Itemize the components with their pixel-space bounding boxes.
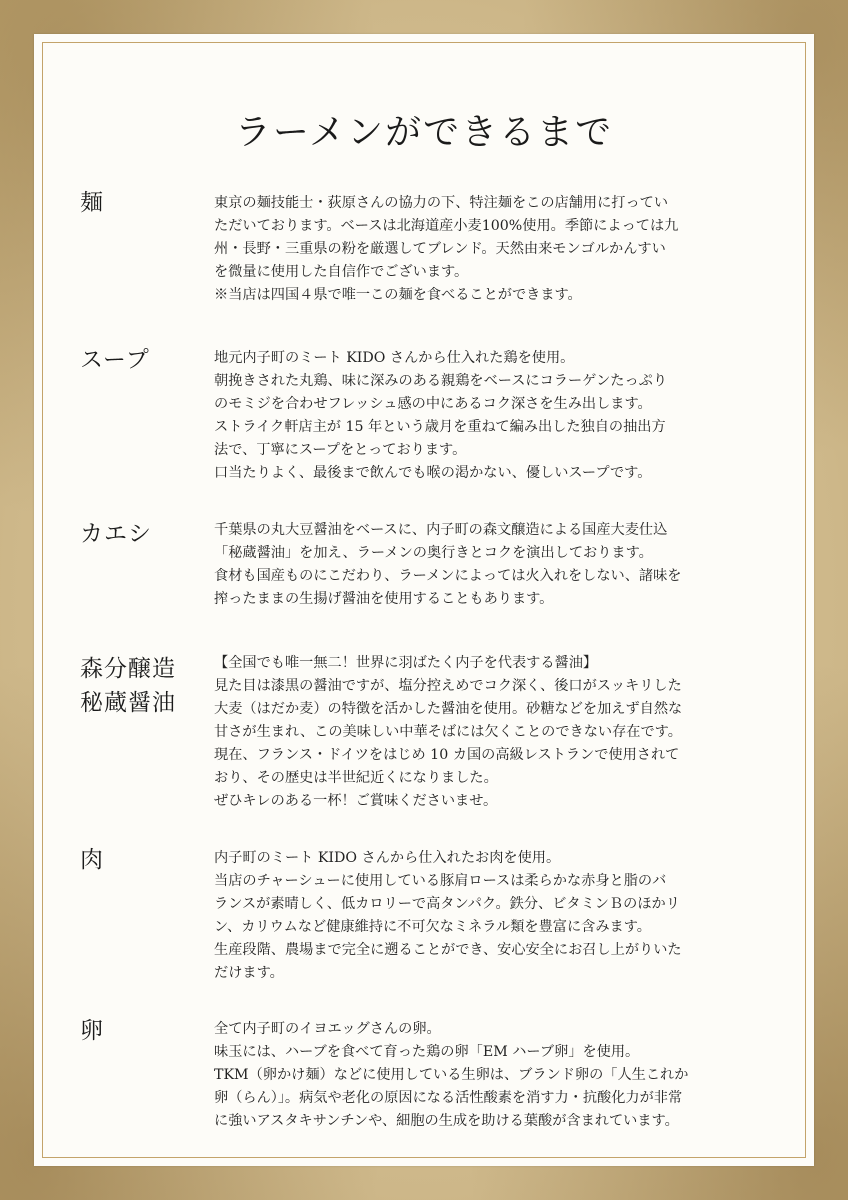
body-line: に強いアスタキサンチンや、細胞の生成を助ける葉酸が含まれています。	[214, 1113, 679, 1129]
body-line: 【全国でも唯一無二！世界に羽ばたく内子を代表する醤油】	[214, 655, 598, 671]
body-line: おり、その歴史は半世紀近くになりました。	[214, 770, 498, 786]
section-heading	[80, 343, 210, 377]
section-body	[214, 519, 770, 611]
menu-sheet	[34, 34, 814, 1166]
body-line: ぜひキレのある一杯！ご賞味くださいませ。	[214, 793, 498, 809]
body-line: 「秘蔵醤油」を加え、ラーメンの奥行きとコクを演出しております。	[214, 545, 653, 561]
section-heading	[80, 652, 210, 720]
section-body	[214, 652, 770, 813]
body-line: 東京の麺技能士・荻原さんの協力の下、特注麺をこの店舗用に打ってい	[214, 195, 669, 211]
heading-line: カエシ	[80, 521, 152, 547]
body-line: だけます。	[214, 965, 284, 981]
body-line: ただいております。ベースは北海道産小麦100%使用。季節によっては九	[214, 218, 679, 234]
heading-line: 肉	[80, 847, 104, 873]
body-line: 内子町のミート KIDO さんから仕入れたお肉を使用。	[214, 850, 561, 866]
heading-line: 秘蔵醤油	[80, 690, 176, 716]
section-body	[214, 192, 770, 307]
section-body	[214, 1018, 770, 1133]
body-line: ランスが素晴しく、低カロリーで高タンパク。鉄分、ビタミンＢのほかリ	[214, 896, 680, 912]
body-line: 大麦（はだか麦）の特徴を活かした醤油を使用。砂糖などを加えず自然な	[214, 701, 683, 717]
section-body	[214, 347, 770, 485]
page-title: ラーメンができるまで	[234, 112, 614, 153]
body-line: TKM（卵かけ麺）などに使用している生卵は、ブランド卵の「人生これか	[214, 1067, 689, 1083]
body-line: 朝挽きされた丸鶏、味に深みのある親鶏をベースにコラーゲンたっぷり	[214, 373, 668, 389]
body-line: 生産段階、農場まで完全に遡ることができ、安心安全にお召し上がりいた	[214, 942, 682, 958]
body-line: ン、カリウムなど健康維持に不可欠なミネラル類を豊富に含みます。	[214, 919, 651, 935]
body-line: 口当たりよく、最後まで飲んでも喉の渇かない、優しいスープです。	[214, 465, 652, 481]
section-heading	[80, 1014, 210, 1048]
body-line: 卵（らん）」。病気や老化の原因になる活性酸素を消す力・抗酸化力が非常	[214, 1090, 683, 1106]
section-heading	[80, 517, 210, 551]
heading-line: 森分醸造	[80, 656, 176, 682]
body-line: 食材も国産ものにこだわり、ラーメンによっては火入れをしない、諸味を	[214, 568, 682, 584]
section-heading	[80, 186, 210, 220]
body-line: ※当店は四国４県で唯一この麺を食べることができます。	[214, 287, 582, 303]
body-line: 全て内子町のイヨエッグさんの卵。	[214, 1021, 441, 1037]
body-line: 当店のチャーシューに使用している豚肩ロースは柔らかな赤身と脂のバ	[214, 873, 667, 889]
heading-line: 麺	[80, 190, 104, 216]
body-line: 搾ったままの生揚げ醤油を使用することもあります。	[214, 591, 554, 607]
body-line: 現在、フランス・ドイツをはじめ 10 カ国の高級レストランで使用されて	[214, 747, 680, 763]
body-line: のモミジを合わせフレッシュ感の中にあるコク深さを生み出します。	[214, 396, 652, 412]
body-line: 法で、丁寧にスープをとっております。	[214, 442, 467, 458]
heading-line: 卵	[80, 1018, 104, 1044]
body-line: 地元内子町のミート KIDO さんから仕入れた鶏を使用。	[214, 350, 575, 366]
body-line: を微量に使用した自信作でございます。	[214, 264, 469, 280]
body-line: 千葉県の丸大豆醤油をベースに、内子町の森文醸造による国産大麦仕込	[214, 522, 668, 538]
body-line: ストライク軒店主が 15 年という歳月を重ねて編み出した独自の抽出方	[214, 419, 666, 435]
section-heading	[80, 843, 210, 877]
body-line: 味玉には、ハーブを食べて育った鶏の卵「EM ハーブ卵」を使用。	[214, 1044, 640, 1060]
body-line: 甘さが生まれ、この美味しい中華そばには欠くことのできない存在です。	[214, 724, 682, 740]
section-body	[214, 847, 770, 985]
body-line: 州・長野・三重県の粉を厳選してブレンド。天然由来モンゴルかんすい	[214, 241, 666, 257]
body-line: 見た目は漆黒の醤油ですが、塩分控えめでコク深く、後口がスッキリした	[214, 678, 682, 694]
heading-line: スープ	[80, 347, 150, 373]
